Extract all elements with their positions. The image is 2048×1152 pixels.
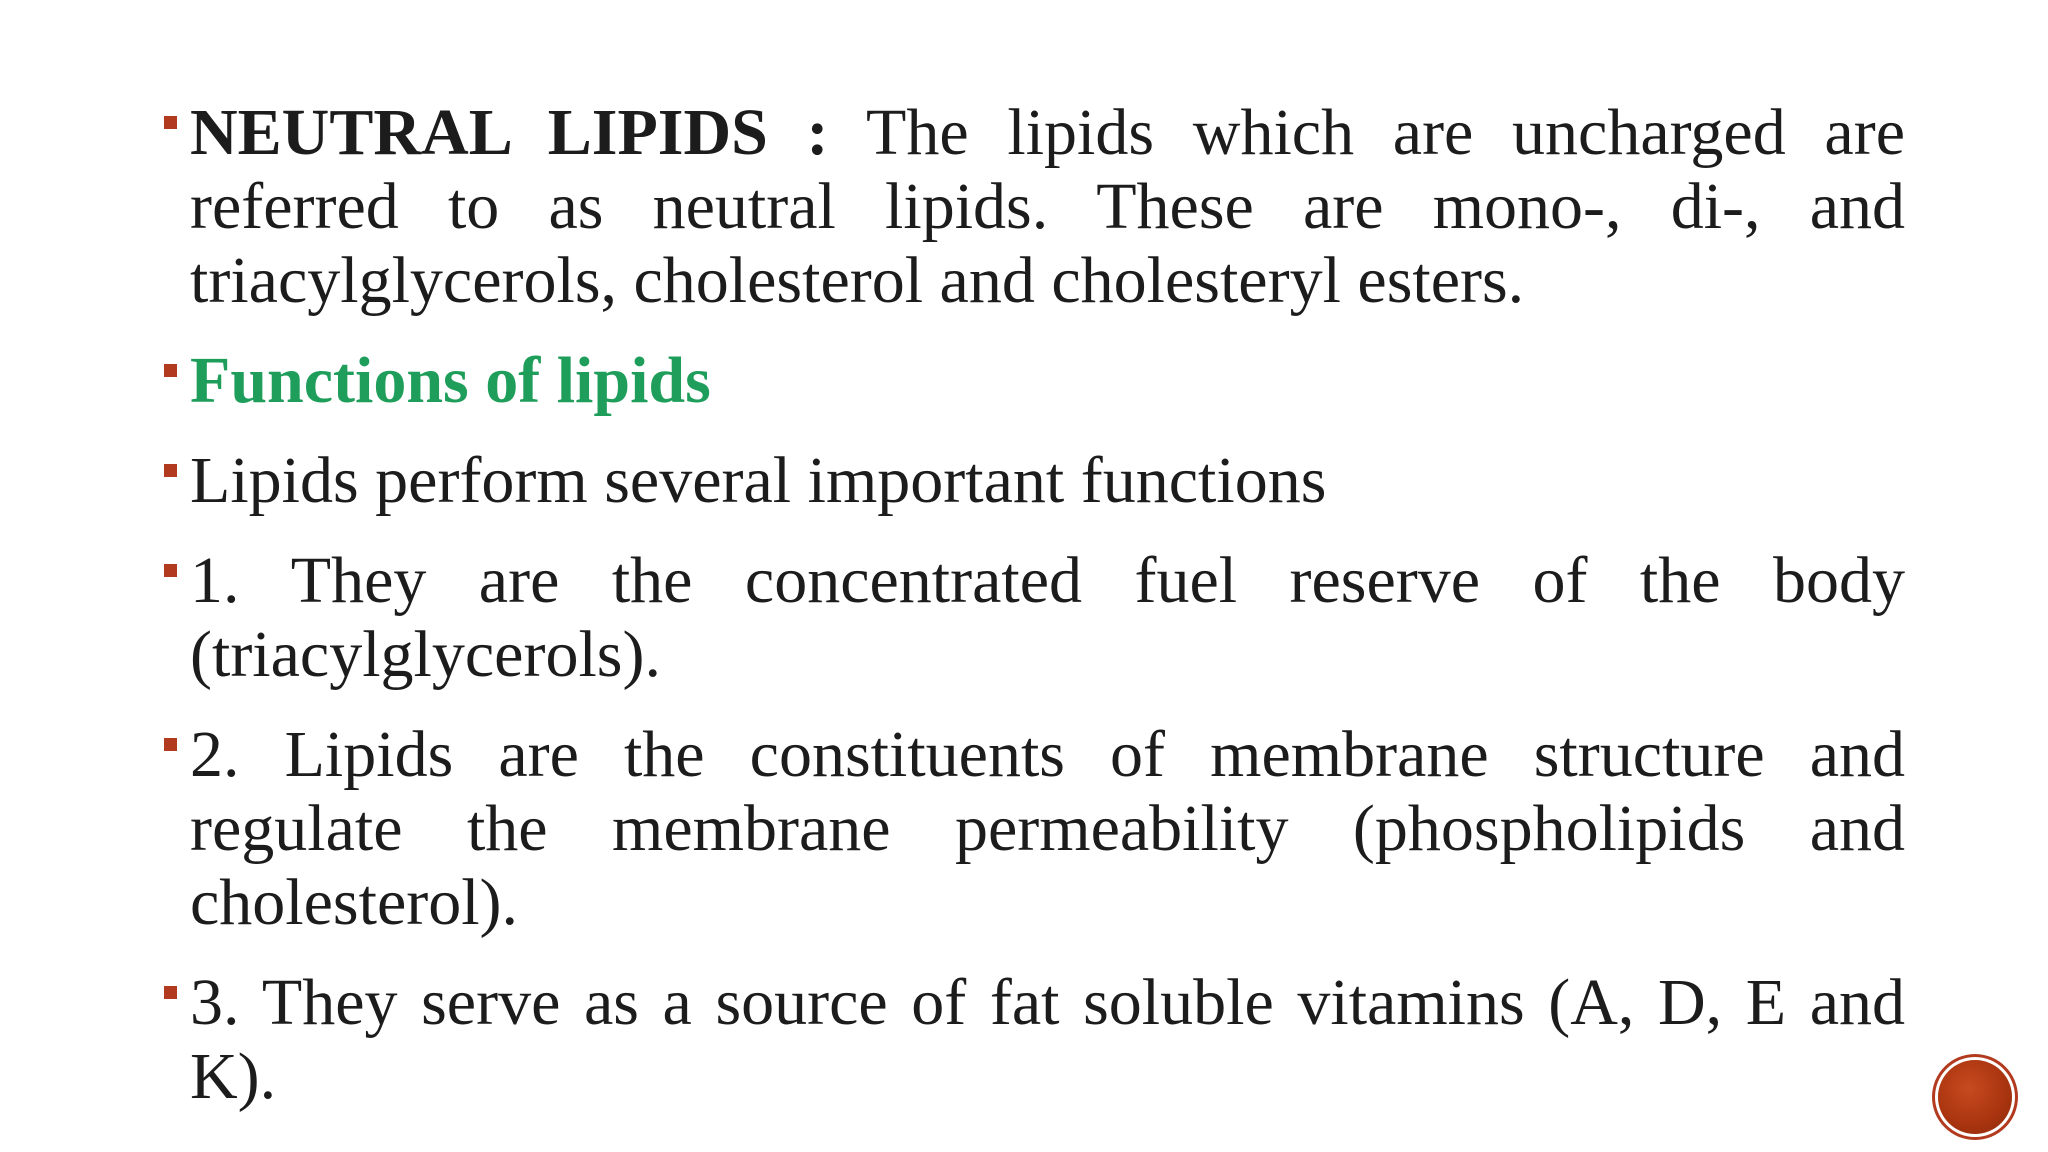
intro-text: Lipids perform several important functions: [190, 444, 1327, 517]
square-bullet-icon: [164, 116, 177, 129]
term-neutral-lipids: NEUTRAL LIPIDS :: [190, 96, 829, 169]
bullet-item-intro: [160, 444, 1905, 518]
circle-logo-icon: [1938, 1060, 2012, 1134]
square-bullet-icon: [164, 364, 177, 377]
square-bullet-icon: [164, 564, 177, 577]
square-bullet-icon: [164, 986, 177, 999]
bullet-item-functions-heading: [160, 344, 1905, 418]
bullet-item-function-3: [160, 966, 1905, 1114]
square-bullet-icon: [164, 464, 177, 477]
bullet-list: [160, 96, 1905, 1140]
definition-text: The lipids which are uncharged are referred to as neutral lipids. These are mono-, di-, and triacylglycerols, cholesterol and cholesteryl esters.: [190, 96, 1905, 317]
bullet-item-neutral-lipids: [160, 96, 1905, 318]
square-bullet-icon: [164, 738, 177, 751]
function-3-text: 3. They serve as a source of fat soluble vitamins (A, D, E and K).: [190, 966, 1905, 1113]
function-2-text: 2. Lipids are the constituents of membrane structure and regulate the membrane permeability (phospholipids and cholesterol).: [190, 718, 1905, 939]
section-heading: Functions of lipids: [190, 344, 711, 417]
bullet-item-function-1: [160, 544, 1905, 692]
bullet-item-function-2: [160, 718, 1905, 940]
function-1-text: 1. They are the concentrated fuel reserve of the body (triacylglycerols).: [190, 544, 1905, 691]
